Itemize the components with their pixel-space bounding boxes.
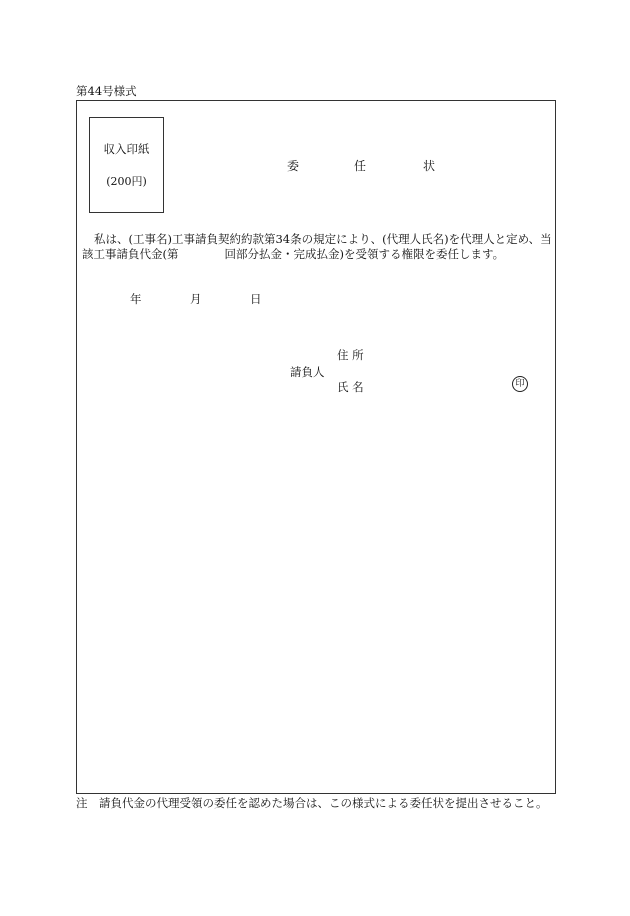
revenue-stamp-box <box>89 117 164 213</box>
form-number: 第44号様式 <box>76 84 137 98</box>
footnote: 注 請負代金の代理受領の委任を認めた場合は、この様式による委任状を提出させること。 <box>76 796 548 810</box>
contractor-role-label: 請負人 <box>290 365 325 379</box>
stamp-price: (200円) <box>106 175 147 188</box>
date-year-label: 年 <box>130 292 142 306</box>
date-month-label: 月 <box>190 292 202 306</box>
seal-mark: 印 <box>512 376 528 392</box>
name-label: 氏 名 <box>337 380 364 394</box>
stamp-title: 収入印紙 <box>103 142 150 156</box>
document-title-char-3: 状 <box>423 159 436 173</box>
document-title-char-2: 任 <box>354 159 367 173</box>
delegation-statement <box>82 232 552 262</box>
address-label: 住 所 <box>337 348 364 362</box>
document-title-char-1: 委 <box>287 159 300 173</box>
statement-part-1: 私は、(工事名)工事請負契約約款第34条の規定により、(代理人氏名)を代理人と定め、当該工事請負代金(第 <box>82 232 552 261</box>
statement-part-2: 回部分払金・完成払金)を受領する権限を委任します。 <box>224 247 505 261</box>
date-day-label: 日 <box>250 292 262 306</box>
